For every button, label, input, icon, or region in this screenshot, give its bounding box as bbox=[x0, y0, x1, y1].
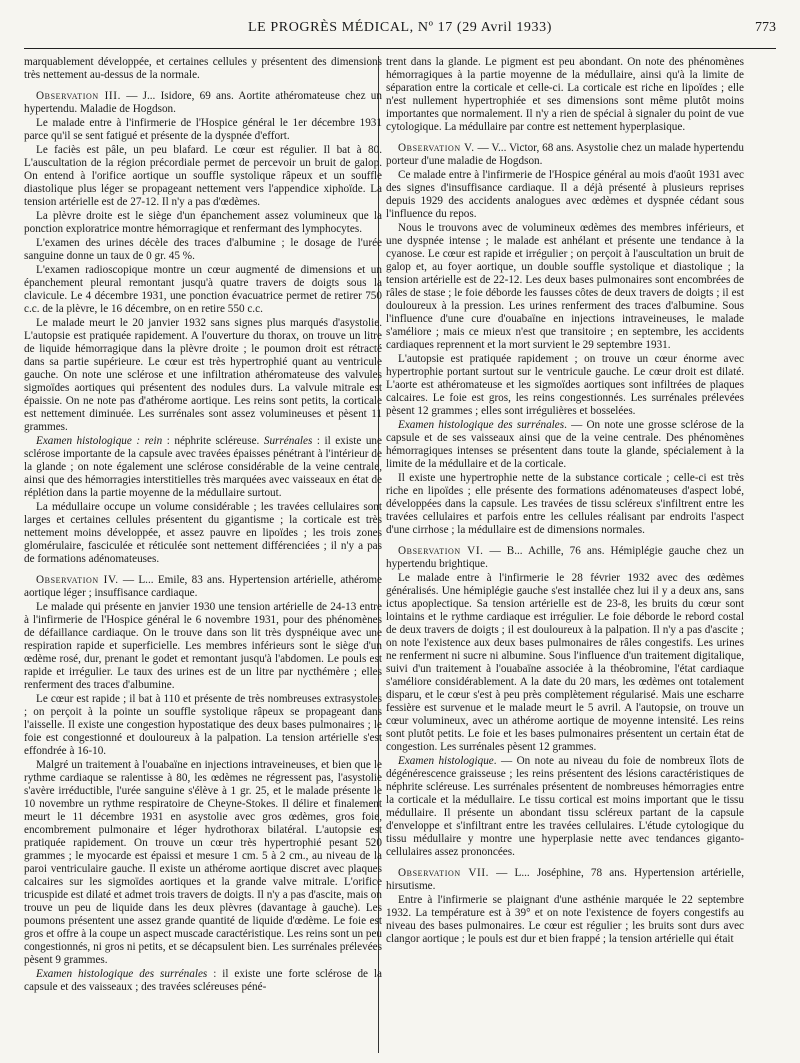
observation-title: — V... Victor, 68 ans. Asystolie chez un malade hypertendu porteur d'une maladie de Hogdson. bbox=[386, 142, 744, 167]
running-header bbox=[24, 8, 776, 49]
observation-title: — J... Isidore, 69 ans. Aortite athéromateuse chez un hypertendu. Maladie de Hogdson. bbox=[24, 90, 382, 115]
paragraph bbox=[386, 419, 744, 471]
page-number: 773 bbox=[755, 20, 776, 35]
observation-label: Observation VI. bbox=[398, 545, 484, 557]
paragraph: Entre à l'infirmerie se plaignant d'une asthénie marquée le 22 septembre 1932. La température est à 39° et on note l'existence de foyers congestifs au niveau des bases pulmonaires. Le cœur est régulier ; les bruits sont durs avec clangor aortique ; le pouls est dur et bien frappé ; la tension artérielle qui était bbox=[386, 894, 744, 945]
histology-label: Examen histologique : rein bbox=[36, 435, 163, 447]
observation-heading bbox=[386, 867, 744, 893]
histology-label: Examen histologique des surrénales bbox=[36, 968, 208, 980]
paragraph: Nous le trouvons avec de volumineux œdèmes des membres inférieurs, et une dyspnée intense ; le malade est anhélant et présente une tendance à la cyanose. Le cœur est rapide et irrégulier ; on perçoit à l'auscultation un bruit de galop et, au foyer aortique, un double souffle systolique et diastolique ; la tension artérielle est de 22-12. Les deux bases pulmonaires sont encombrées de râles de stase ; le foie déborde les fausses côtes de deux travers de doigts ; il est douloureux à la pression. Les urines renferment des traces d'albumine. Sous l'influence d'une cure d'ouabaïne en injections intraveineuses, le malade s'améliore ; mais ce mieux n'est que transitoire ; en septembre, les accidents cardiaques reprennent et la mort survient le 29 septembre 1931. bbox=[386, 222, 744, 351]
left-column bbox=[24, 56, 382, 1057]
observation-heading bbox=[24, 90, 382, 116]
paragraph: L'autopsie est pratiquée rapidement ; on trouve un cœur énorme avec hypertrophie portant surtout sur le ventricule gauche. Le cœur droit est dilaté. L'aorte est athéromateuse et les sigmoïdes aortiques sont infiltrées de plaques calcaires. Le foie est gros, les reins congestionnés. Les surrénales prélevées pèsent 12 grammes ; elles sont irrégulières et bosselées. bbox=[386, 353, 744, 417]
observation-label: Observation VII. bbox=[398, 867, 490, 879]
histology-text: : il existe une forte sclérose de la capsule et des vaisseaux ; des travées scléreuses péné- bbox=[24, 968, 382, 993]
paragraph: La médullaire occupe un volume considérable ; les travées cellulaires sont larges et certaines cellules présentent du gigantisme ; la corticale est très nettement moins développée, et assez pauvre en lipoïdes ; les trois zones glomérulaire, fasciculée et réticulée sont nettement différenciées ; il n'y a pas de formations adénomateuses. bbox=[24, 501, 382, 565]
observation-heading bbox=[386, 545, 744, 571]
paragraph: L'examen des urines décèle des traces d'albumine ; le dosage de l'urée sanguine donne un taux de 0 gr. 45 %. bbox=[24, 237, 382, 262]
observation-title: — B... Achille, 76 ans. Hémiplégie gauche chez un hypertendu brightique. bbox=[386, 545, 744, 570]
paragraph: Le malade qui présente en janvier 1930 une tension artérielle de 24-13 entre à l'infirmerie de l'Hospice général le 6 novembre 1931, pour des phénomènes de défaillance cardiaque. On le trouve dans son lit très dyspnéique avec une respiration rapide et superficielle. Les membres inférieurs sont le siège d'un œdème rosé, dur, prenant le godet et remontant jusqu'à l'abdomen. Le pouls est rapide et irrégulier. Le taux des urines est de un litre par nycthémère ; elles renferment des traces d'albumine. bbox=[24, 601, 382, 691]
paragraph: Le malade entre à l'infirmerie de l'Hospice général le 1er décembre 1931 parce qu'il se sent fatigué et présente de la dyspnée d'effort. bbox=[24, 117, 382, 142]
histology-text: . — On note au niveau du foie de nombreux îlots de dégénérescence graisseuse ; les reins présentent des lésions caractéristiques de néphrite scléreuse. Les surrénales présentent de nombreuses hémorragies entre la corticale et la médullaire. Le tissu cortical est moins important que le tissu médullaire. Il présente un abondant tissu scléreux partant de la capsule d'enveloppe et s'infiltrant entre les travées cellulaires. L'étude cytologique du tissu médullaire y montre une hyperplasie nette avec tendances giganto-cellulaires assez prononcées. bbox=[386, 755, 744, 858]
paragraph: La plèvre droite est le siège d'un épanchement assez volumineux que la ponction exploratrice montre hémorragique et renfermant des lymphocytes. bbox=[24, 210, 382, 235]
histology-label: Examen histologique bbox=[398, 755, 494, 767]
right-column bbox=[386, 56, 744, 1057]
paragraph: Le faciès est pâle, un peu blafard. Le cœur est régulier. Il bat à 80. L'auscultation de la région précordiale permet de percevoir un bruit de galop. On entend à l'orifice aortique un souffle systolique râpeux et un souffle diastolique plus léger se propageant nettement vers l'appendice xiphoïde. La tension artérielle est de 27-12. Il n'y a pas d'œdèmes. bbox=[24, 144, 382, 208]
observation-heading bbox=[386, 142, 744, 168]
paragraph bbox=[24, 968, 382, 994]
observation-heading bbox=[24, 574, 382, 600]
paragraph bbox=[386, 755, 744, 859]
histology-label: Examen histologique des surrénales bbox=[398, 419, 565, 431]
paragraph: Le malade meurt le 20 janvier 1932 sans signes plus marqués d'asystolie. L'autopsie est pratiquée rapidement. A l'ouverture du thorax, on trouve un litre de liquide hémorragique dans la plèvre droite ; le poumon droit est rétracté dans sa partie supérieure. Le cœur est très hypertrophié quant au ventricule gauche. On note une sclérose et une infiltration athéromateuse des valvules sigmoïdes aortiques qui présentent des nodules durs. La valvule mitrale est épaissie. On ne note pas d'athérome aortique. Les reins sont petits, la corticale est nettement diminuée. Les surrénales sont assez volumineuses et pèsent 11 grammes. bbox=[24, 317, 382, 433]
observation-title: — L... Joséphine, 78 ans. Hypertension artérielle, hirsutisme. bbox=[386, 867, 744, 892]
paragraph: trent dans la glande. Le pigment est peu abondant. On note des phénomènes hémorragiques à la partie moyenne de la médullaire, ainsi qu'à la limite de séparation entre la corticale et celle-ci. La corticale est riche en lipoïdes ; elle n'est nullement hypertrophiée et ses dimensions sont même plutôt moins importantes que normalement. Il n'y a rien de spécial à signaler du point de vue cytologique. La médullaire par contre est nettement hyperplasique. bbox=[386, 56, 744, 133]
histology-text: : il existe une sclérose importante de la capsule avec travées épaisses pénétrant à l'intérieur de la glande ; on note également une sclérose considérable de la veine centrale, ainsi que des hémorragies interstitielles très marquées avec vaisseaux en état de réplétion dans la partie moyenne de la médullaire surtout. bbox=[24, 435, 382, 499]
paragraph: marquablement développée, et certaines cellules y présentent des dimensions très nettement au-dessus de la normale. bbox=[24, 56, 382, 81]
running-title: LE PROGRÈS MÉDICAL, Nº 17 (29 Avril 1933) bbox=[247, 20, 552, 35]
paragraph: Le malade entre à l'infirmerie le 28 février 1932 avec des œdèmes généralisés. Une hémiplégie gauche s'est installée chez lui il y a deux ans, sans ictus apoplectique. Sa tension artérielle est de 23-8, les bruits du cœur sont lointains et le rythme cardiaque est irrégulier. Le foie déborde le rebord costal de deux travers de doigts ; il est douloureux à la palpation. Il n'y a pas d'ascite ; on note l'existence aux deux bases pulmonaires de râles congestifs. Les urines ne renferment ni sucre ni albumine. Sous l'influence d'un traitement digitalique, suivi d'un traitement à l'ouabaïne associée à la théobromine, l'état cardiaque s'améliore considérablement. A la date du 20 mars, les œdèmes ont totalement disparu, et le cœur s'est à peu près complètement régularisé. Mais une escharre fessière est survenue et le malade meurt le 5 avril. A l'autopsie, on trouve un cœur volumineux, avec un athérome aortique de moyenne intensité. Les reins sont plutôt petits. Le foie et les bases pulmonaires présentent un certain état de congestion. Les surrénales pèsent 12 grammes. bbox=[386, 572, 744, 753]
observation-title: — L... Emile, 83 ans. Hypertension artérielle, athérome aortique léger ; insuffisance cardiaque. bbox=[24, 574, 382, 599]
histology-text: . — On note une grosse sclérose de la capsule et de ses vaisseaux ainsi que de la veine centrale. Des phénomènes hémorragiques intenses se présentent dans toute la glande, spécialement à la limite de la médullaire et de la corticale. bbox=[386, 419, 744, 470]
paragraph: L'examen radioscopique montre un cœur augmenté de dimensions et un épanchement pleural remontant jusqu'à quatre travers de doigts sous la clavicule. Le 4 décembre 1931, une ponction évacuatrice permet de retirer 750 c.c. de la plèvre, le 16 décembre, on en retire 550 c.c. bbox=[24, 264, 382, 315]
observation-label: Observation III. bbox=[36, 90, 121, 102]
histology-label: Surrénales bbox=[263, 435, 313, 447]
paragraph: Ce malade entre à l'infirmerie de l'Hospice général au mois d'août 1931 avec des signes d'insuffisance cardiaque. Il a déjà présenté à plusieurs reprises depuis 1929 des accidents analogues avec œdèmes et dyspnée cédant sous l'influence du repos. bbox=[386, 169, 744, 220]
observation-label: Observation V. bbox=[398, 142, 475, 154]
paragraph: Le cœur est rapide ; il bat à 110 et présente de très nombreuses extrasystoles ; on perçoit à la pointe un souffle systolique râpeux se propageant dans l'aisselle. Il existe une congestion hypostatique des deux bases pulmonaires ; le foie est congestionné et douloureux à la palpation. La tension artérielle s'est effondrée à 16-10. bbox=[24, 693, 382, 757]
paragraph: Malgré un traitement à l'ouabaïne en injections intraveineuses, et bien que le rythme cardiaque se ralentisse à 80, les œdèmes ne régressent pas, l'asystolie s'avère irréductible, l'urée sanguine s'élève à 1 gr. 25, et le malade présente le 10 novembre un rythme respiratoire de Cheyne-Stokes. Il délire et finalement meurt le 11 décembre 1931 en asystolie avec gros œdèmes, gros foie, encombrement pulmonaire et léger hydrothorax bilatéral. L'autopsie est pratiquée rapidement. On trouve un cœur très hypertrophié pesant 520 grammes ; le myocarde est épaissi et mesure 1 cm. 5 à 2 cm., au niveau de la paroi ventriculaire gauche. Il existe un athérome aortique discret avec plaques calcaires sur les sigmoïdes aortiques et la grande valve mitrale. L'orifice tricuspide est dilaté et admet trois travers de doigts. Il n'y a pas d'ascite, mais on trouve un peu de liquide dans les deux plèvres (davantage à gauche). Les poumons présentent une assez grande quantité de liquide d'œdème. Le foie est gros et offre à la coupe un aspect muscade caractéristique. Les reins sont un peu congestionnés, ni gros ni petits, et se décapsulent bien. Les surrénales prélevées pèsent 9 grammes. bbox=[24, 759, 382, 966]
paragraph bbox=[24, 435, 382, 500]
histology-text: : néphrite scléreuse. bbox=[162, 435, 264, 447]
observation-label: Observation IV. bbox=[36, 574, 119, 586]
paragraph: Il existe une hypertrophie nette de la substance corticale ; celle-ci est très riche en lipoïdes ; elle présente des formations adénomateuses d'aspect lobé, développées dans la capsule. Les travées de tissu scléreux s'infiltrent entre les travées cellulaires et parfois entre les cellules réalisant par endroits l'aspect d'une cirrhose ; la médullaire est de dimensions normales. bbox=[386, 472, 744, 536]
